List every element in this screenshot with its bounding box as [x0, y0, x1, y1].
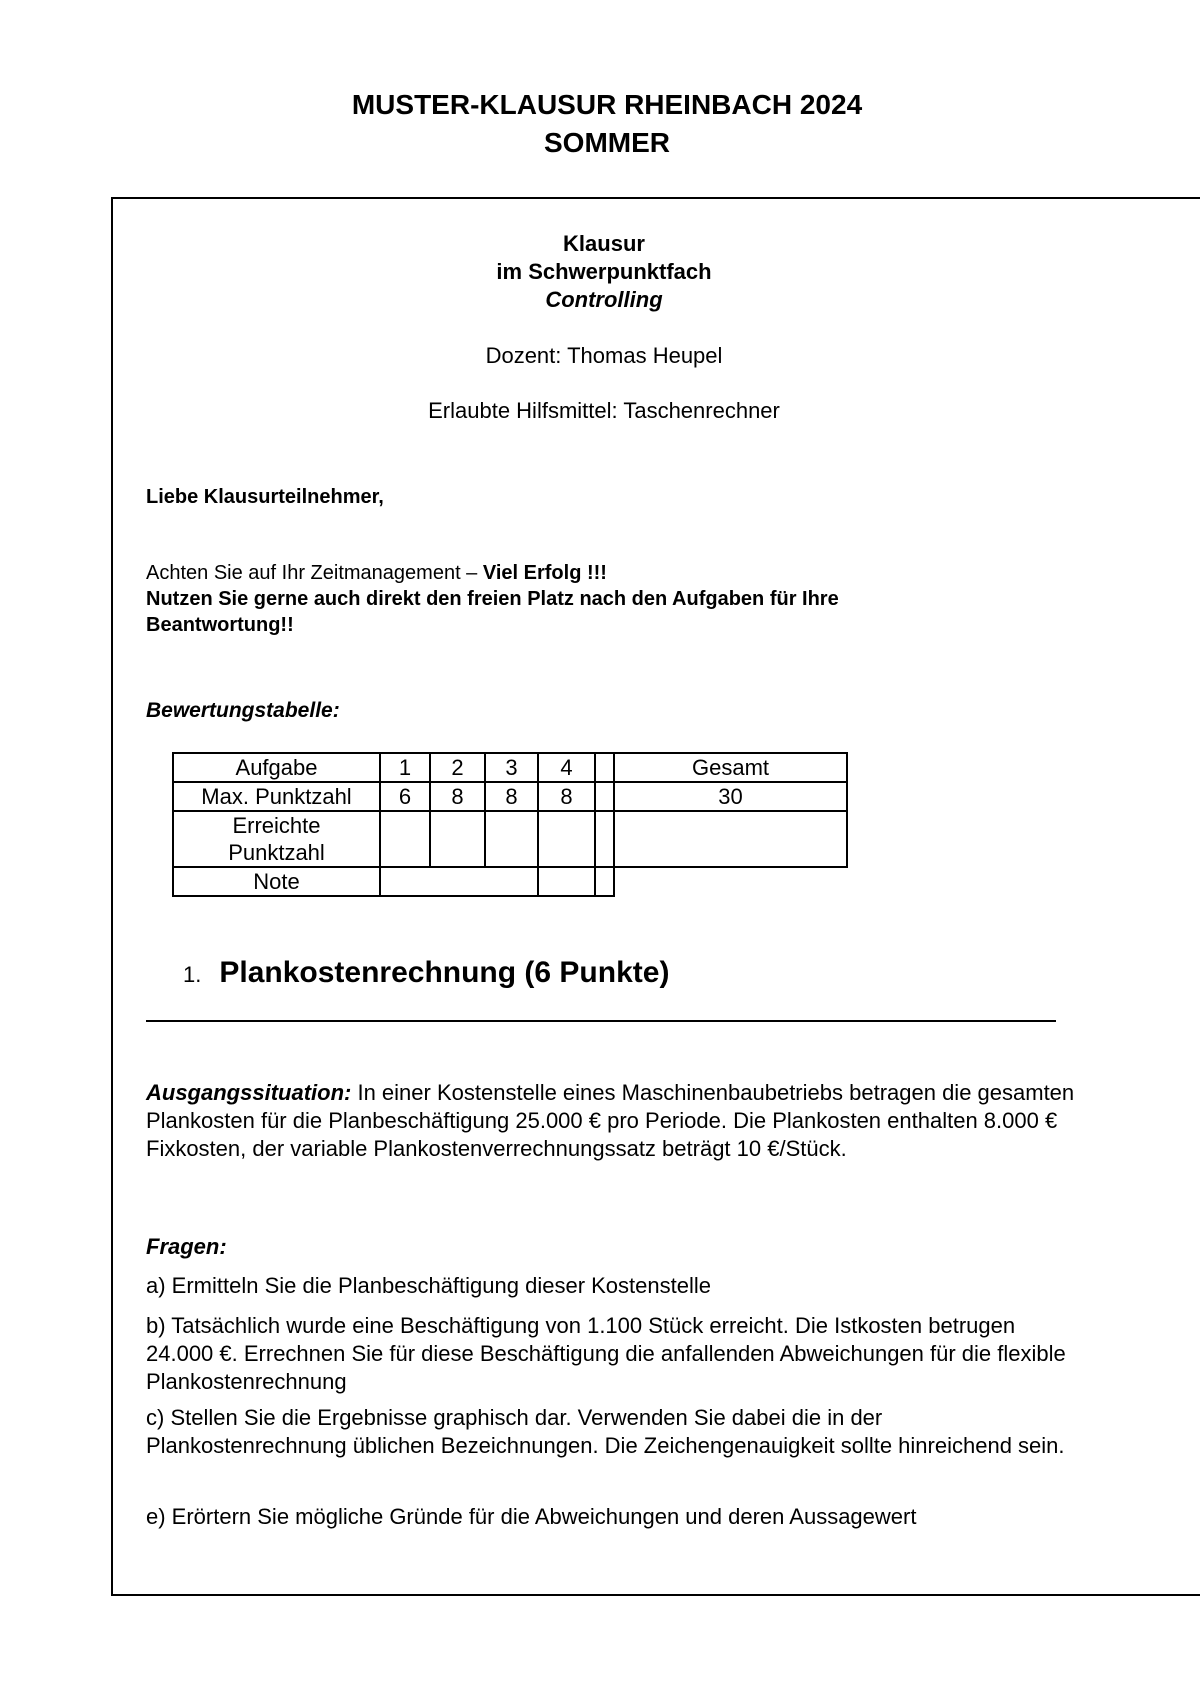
max-task-1: 6	[380, 782, 430, 811]
header-task-1: 1	[380, 753, 430, 782]
exam-title-line2: SOMMER	[544, 127, 670, 158]
grading-table	[172, 752, 848, 897]
erreicht-label	[173, 811, 380, 867]
note-value[interactable]	[380, 867, 538, 896]
heading-divider	[146, 1020, 1056, 1022]
question-b: b) Tatsächlich wurde eine Beschäftigung von 1.100 Stück erreicht. Die Istkosten betrugen 24.000 €. Errechnen Sie für diese Beschäftigung die anfallenden Abweichungen für die flexible Plankostenrechnung	[146, 1313, 1066, 1394]
schwerpunkt-label: im Schwerpunktfach	[496, 259, 712, 284]
erreicht-task-3[interactable]	[485, 811, 538, 867]
exam-title	[0, 86, 1200, 162]
erreicht-label-line1: Erreichte	[232, 813, 321, 838]
platz-note-line1: Nutzen Sie gerne auch direkt den freien Platz nach den Aufgaben für Ihre	[146, 588, 839, 610]
max-spacer	[595, 782, 614, 811]
header-task-4: 4	[538, 753, 595, 782]
ausgang-text: In einer Kostenstelle eines Maschinenbaubetriebs betragen die gesamten Plankosten für die Planbeschäftigung 25.000 € pro Periode. Die Plankosten enthalten 8.000 € Fixkosten, der variable Plankostenverrechnungssatz beträgt 10 €/Stück.	[146, 1080, 1075, 1161]
erreicht-task-4[interactable]	[538, 811, 595, 867]
task1-number: 1.	[183, 962, 202, 987]
table-row	[173, 867, 847, 896]
max-label: Max. Punktzahl	[173, 782, 380, 811]
ausgangssituation	[146, 1079, 1076, 1163]
erreicht-label-line2: Punktzahl	[228, 840, 325, 865]
max-task-3: 8	[485, 782, 538, 811]
max-task-4: 8	[538, 782, 595, 811]
header-aufgabe: Aufgabe	[173, 753, 380, 782]
ausgang-label: Ausgangssituation:	[146, 1080, 352, 1105]
task1-heading	[183, 956, 669, 990]
header-spacer	[595, 753, 614, 782]
erreicht-gesamt[interactable]	[614, 811, 847, 867]
hilfsmittel-label: Erlaubte Hilfsmittel: Taschenrechner	[428, 398, 780, 423]
table-row	[173, 753, 847, 782]
klausur-label: Klausur	[563, 231, 645, 256]
erreicht-spacer	[595, 811, 614, 867]
fach-label: Controlling	[545, 287, 663, 312]
platz-note-line2: Beantwortung!!	[146, 614, 294, 636]
task1-title: Plankostenrechnung (6 Punkte)	[219, 956, 670, 989]
note-blank	[614, 867, 847, 896]
note-label: Note	[173, 867, 380, 896]
erfolg-text: Viel Erfolg !!!	[482, 562, 607, 584]
question-e: e) Erörtern Sie mögliche Gründe für die Abweichungen und deren Aussagewert	[146, 1504, 917, 1529]
table-row	[173, 811, 847, 867]
dozent-label: Dozent: Thomas Heupel	[485, 343, 723, 368]
header-task-2: 2	[430, 753, 485, 782]
greeting: Liebe Klausurteilnehmer,	[146, 486, 384, 508]
max-gesamt: 30	[614, 782, 847, 811]
bewertung-label: Bewertungstabelle:	[146, 699, 340, 722]
zeit-text: Achten Sie auf Ihr Zeitmanagement –	[146, 562, 483, 584]
note-spacer	[595, 867, 614, 896]
erreicht-task-2[interactable]	[430, 811, 485, 867]
question-c: c) Stellen Sie die Ergebnisse graphisch dar. Verwenden Sie dabei die in der Plankostenrechnung üblichen Bezeichnungen. Die Zeichengenauigkeit sollte hinreichend sein.	[146, 1405, 1065, 1458]
fragen-label: Fragen:	[146, 1234, 227, 1259]
question-a: a) Ermitteln Sie die Planbeschäftigung dieser Kostenstelle	[146, 1273, 711, 1298]
header-gesamt: Gesamt	[614, 753, 847, 782]
header-task-3: 3	[485, 753, 538, 782]
max-task-2: 8	[430, 782, 485, 811]
note-extra	[538, 867, 595, 896]
erreicht-task-1[interactable]	[380, 811, 430, 867]
exam-title-line1: MUSTER-KLAUSUR RHEINBACH 2024	[351, 89, 863, 120]
table-row	[173, 782, 847, 811]
zeitmanagement-note	[146, 560, 607, 586]
